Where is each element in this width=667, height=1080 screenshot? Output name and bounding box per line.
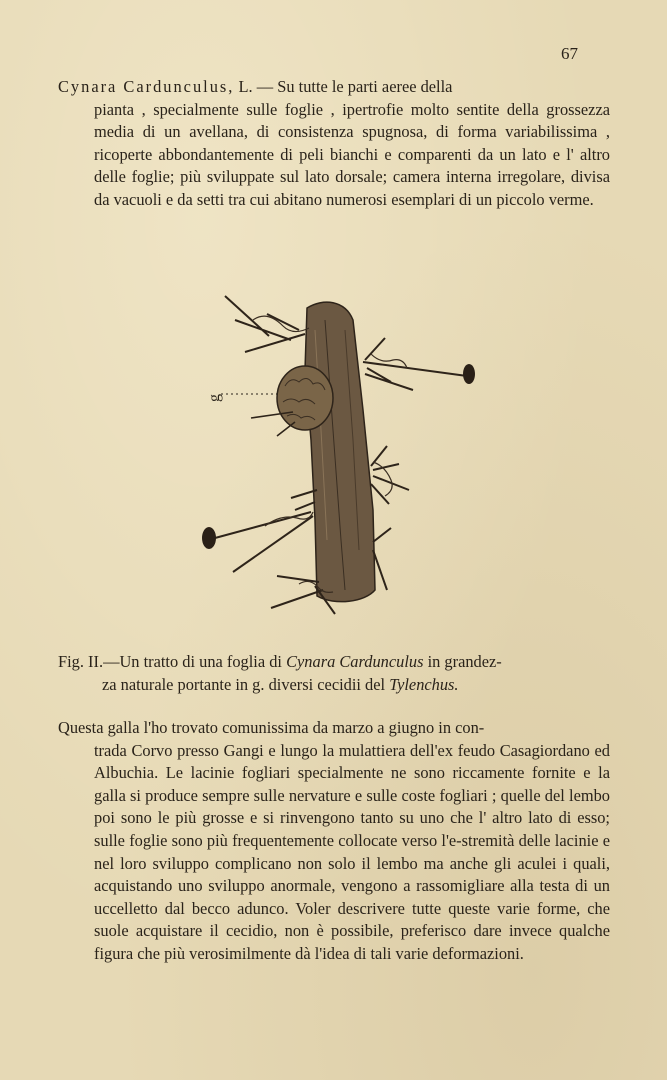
figure-label-g: g [206, 394, 223, 402]
species-name: Cynara Cardunculus, [58, 77, 235, 96]
description-body: pianta , specialmente sulle foglie , ipertrofie molto sentite della grossezza media di un avellana, di consistenza spugnosa, di forma variabilissima , ricoperte abbondantemente di peli bianchi e comparenti da un lato e l' altro delle foglie; più sviluppate sul lato dorsale; camera interna irregolare, divisa da vacuoli e da setti tra cui abitano numerosi esemplari di un piccolo verme. [94, 99, 610, 209]
paragraph2-rest: trada Corvo presso Gangi e lungo la mulattiera dell'ex feudo Casagiordano ed Albuchia. Le lacinie fogliari specialmente ne sono riccamente fornite e la galla si produce sempre sulle nervature e sulle coste fogliari ; quelle del lembo poi sono le più grosse e si rinvengono tanto su uno che l' altro lato di esso; sulle foglie sono più frequentemente collocate verso l'e-stremità delle lacinie e nel loro sviluppo complicano non solo il lembo ma anche gli aculei i quali, acquistando uno sviluppo anormale, vengono a rassomigliare alla testa di un uccelletto dal becco adunco. Voler descrivere tutte queste varie forme, che suole acquistare il cecidio, non è possibile, preferisco dare invece qualche figura che più verosimilmente dà l'idea di tali varie deformazioni. [94, 740, 610, 963]
caption-genus: Tylenchus. [389, 674, 459, 694]
page-number: 67 [561, 44, 578, 63]
caption-line-2 [58, 674, 610, 697]
caption-species: Cynara Cardunculus [286, 652, 424, 671]
description-first-line: Su tutte le parti aeree della [277, 77, 453, 96]
figure-caption [58, 651, 610, 696]
leaf-rib [305, 302, 375, 602]
leaf-illustration-svg [195, 290, 485, 620]
leaf-gall-illustration [195, 290, 485, 620]
caption-line2-text: za naturale portante in g. diversi cecidii del [102, 674, 386, 694]
observation-paragraph [58, 717, 610, 966]
gall-bulb-right [463, 364, 475, 384]
species-dash: — [256, 77, 274, 96]
gall-bulb-left [202, 527, 216, 549]
caption-mid: in grandez- [427, 652, 502, 671]
gall-cecidium [277, 366, 333, 430]
caption-prefix: Fig. II.—Un tratto di una foglia di [58, 652, 282, 671]
species-description [58, 76, 610, 212]
paragraph2-first-line: Questa galla l'ho trovato comunissima da marzo a giugno in con- [58, 718, 485, 737]
species-author: L. [238, 77, 253, 96]
